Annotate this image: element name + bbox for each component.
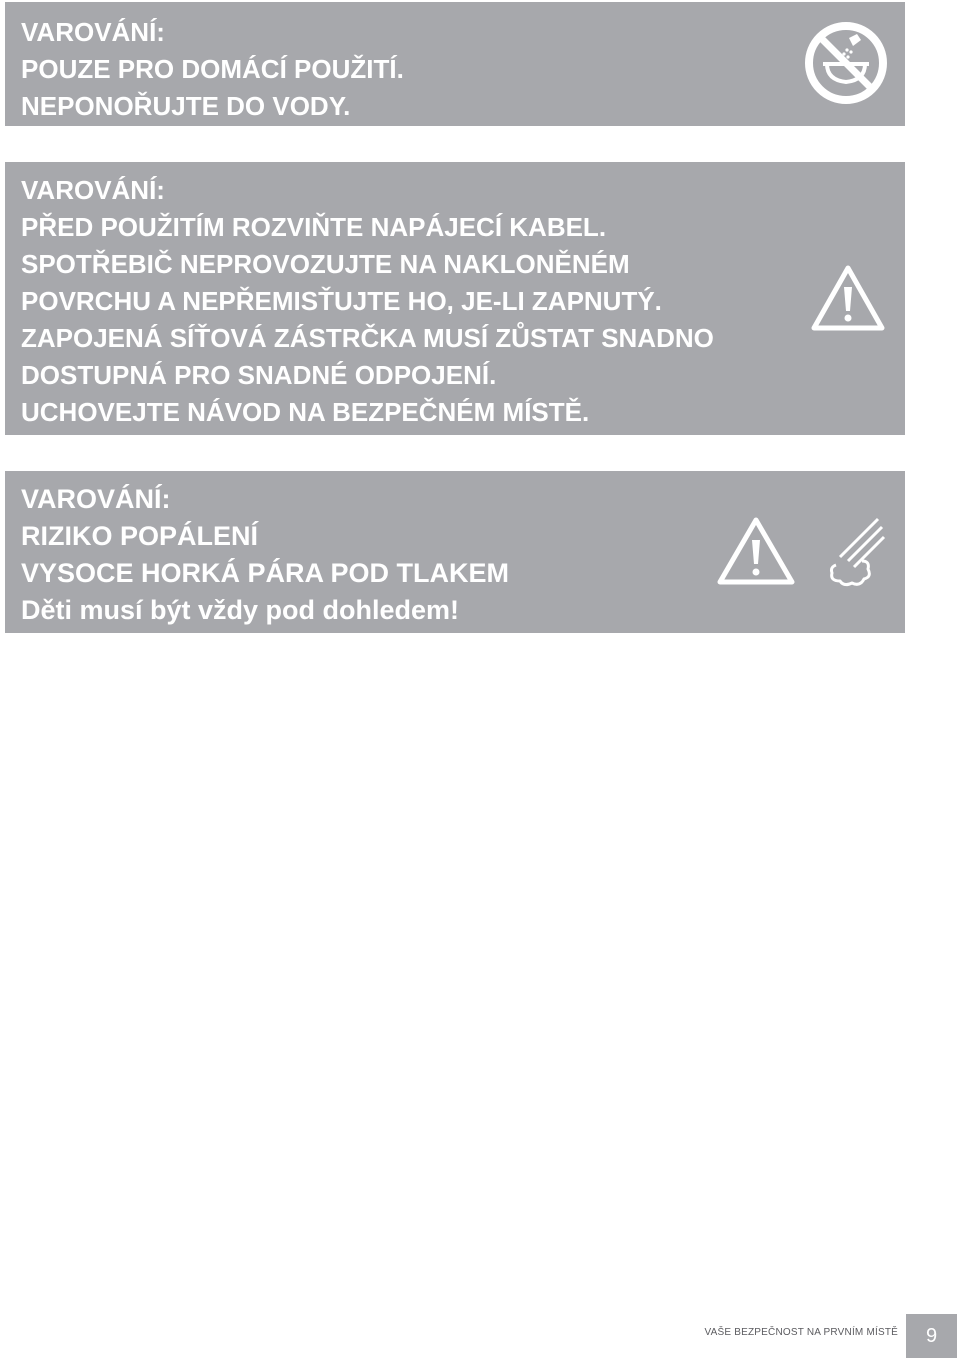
warning-line: NEPONOŘUJTE DO VODY. [21,91,351,121]
warning-text [21,481,509,629]
warning-box-operation [5,162,905,435]
warning-line: RIZIKO POPÁLENÍ [21,521,259,551]
warning-line: SPOTŘEBIČ NEPROVOZUJTE NA NAKLONĚNÉM [21,249,630,279]
warning-box-domestic-use [5,2,905,126]
warning-text [21,14,404,125]
warning-triangle-icon [716,515,796,587]
warning-heading: VAROVÁNÍ: [21,175,165,205]
page-number: 9 [906,1314,957,1358]
warning-line: VYSOCE HORKÁ PÁRA POD TLAKEM [21,558,510,588]
footer-section-title: VAŠE BEZPEČNOST NA PRVNÍM MÍSTĚ [704,1327,898,1338]
warning-triangle-icon [810,263,886,333]
warning-line: DOSTUPNÁ PRO SNADNÉ ODPOJENÍ. [21,360,497,390]
warning-line: PŘED POUŽITÍM ROZVIŇTE NAPÁJECÍ KABEL. [21,212,607,242]
warning-text [21,172,714,431]
warning-heading: VAROVÁNÍ: [21,17,165,47]
warning-line: POUZE PRO DOMÁCÍ POUŽITÍ. [21,54,404,84]
warning-line: UCHOVEJTE NÁVOD NA BEZPEČNÉM MÍSTĚ. [21,397,590,427]
warning-line: POVRCHU A NEPŘEMISŤUJTE HO, JE-LI ZAPNUTÝ. [21,286,662,316]
steam-icon [826,515,886,587]
no-immersion-icon [803,20,889,106]
warning-heading: VAROVÁNÍ: [21,484,171,514]
warning-line: Děti musí být vždy pod dohledem! [21,595,460,625]
warning-line: ZAPOJENÁ SÍŤOVÁ ZÁSTRČKA MUSÍ ZŮSTAT SNADNO [21,323,714,353]
